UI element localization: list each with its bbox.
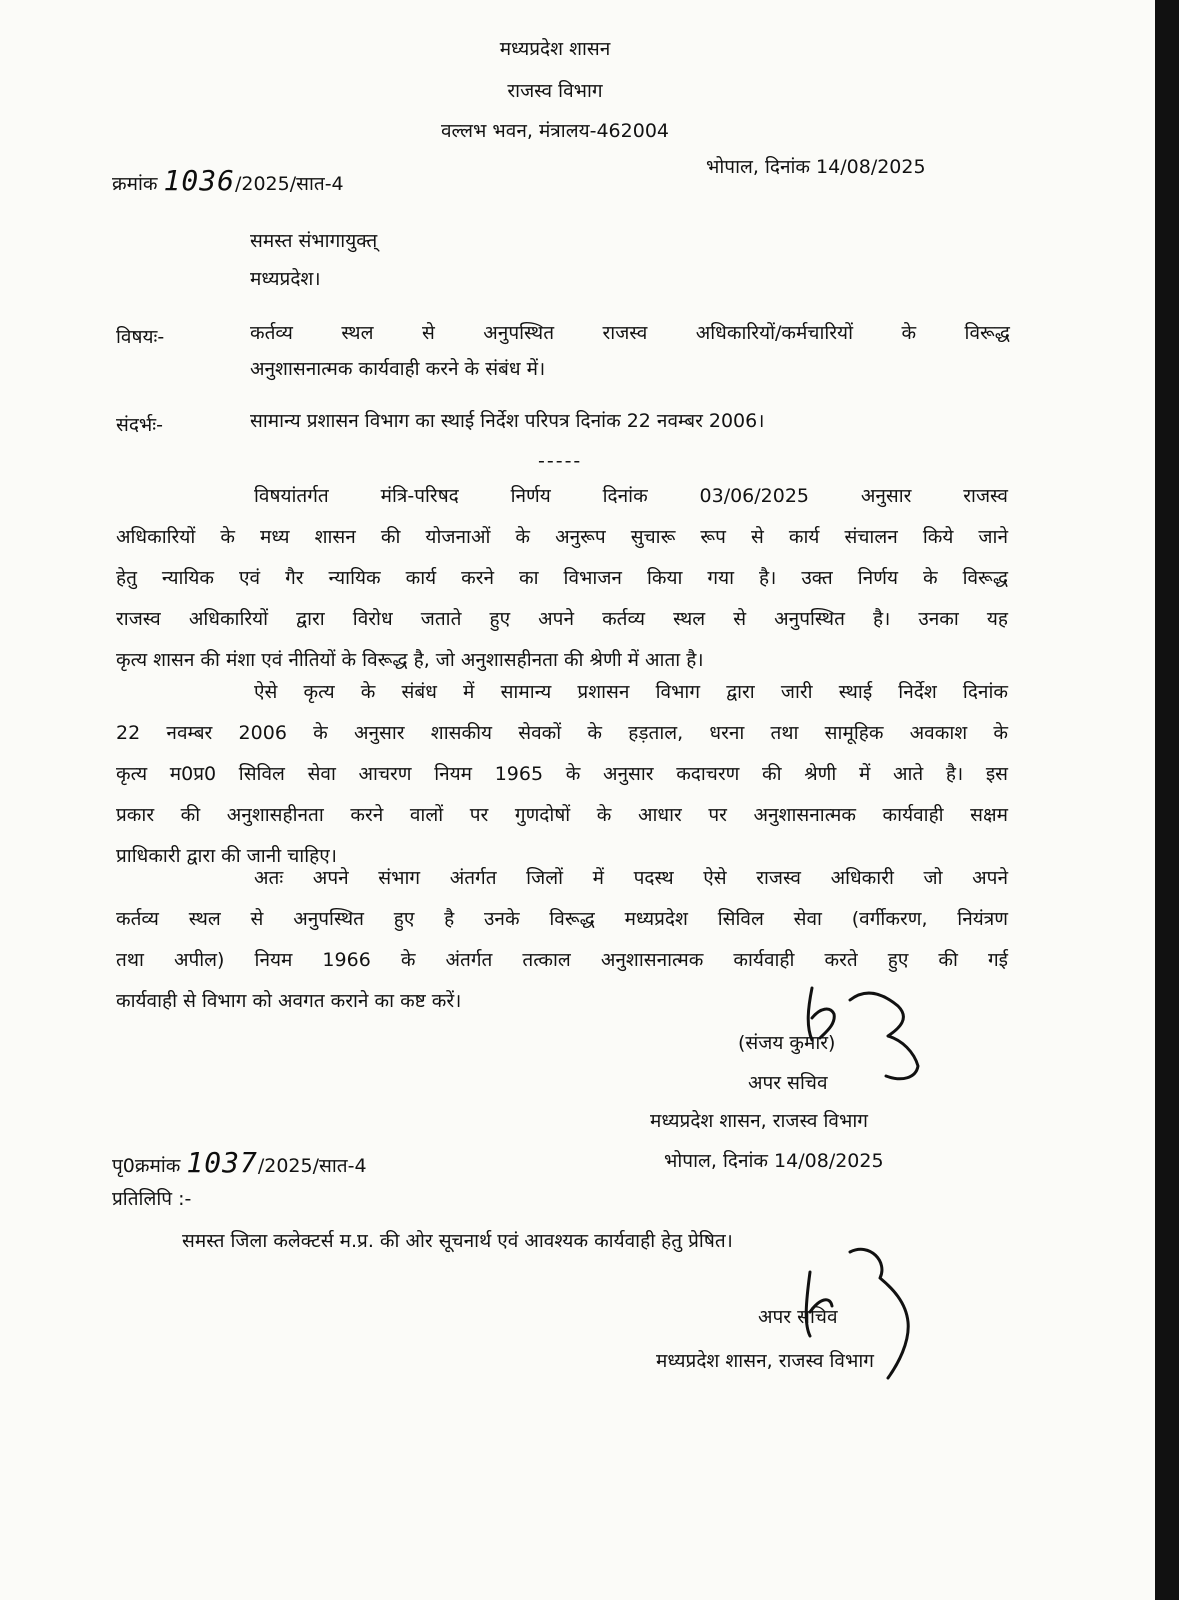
paragraph-2: [116, 672, 1008, 877]
para3-line: तथा अपील) नियम 1966 के अंतर्गत तत्काल अनुशासनात्मक कार्यवाही करते हुए की गई: [116, 949, 1008, 971]
para1-line: अधिकारियों के मध्य शासन की योजनाओं के अनुरूप सुचारू रूप से कार्य संचालन किये जाने: [116, 526, 1008, 548]
copy-label: प्रतिलिपि :-: [112, 1188, 192, 1210]
ref-row: [112, 164, 344, 197]
endorsement-suffix: /2025/सात-4: [257, 1155, 367, 1177]
para3-line: अतः अपने संभाग अंतर्गत जिलों में पदस्थ ऐसे राजस्व अधिकारी जो अपने: [254, 867, 1008, 889]
header-address: वल्लभ भवन, मंत्रालय-462004: [440, 120, 670, 142]
ref-suffix: /2025/सात-4: [234, 173, 344, 195]
ref-handwritten-number: 1036: [163, 164, 235, 197]
copy-text: समस्त जिला कलेक्टर्स म.प्र. की ओर सूचनार्थ एवं आवश्यक कार्यवाही हेतु प्रेषित।: [182, 1230, 733, 1252]
page-edge-shadow: [1155, 0, 1179, 1600]
subject-label: विषयः-: [116, 326, 165, 348]
para1-line: कृत्य शासन की मंशा एवं नीतियों के विरूद्ध है, जो अनुशासहीनता की श्रेणी में आता है।: [116, 649, 704, 671]
ref-label: क्रमांक: [112, 173, 158, 195]
endorsement-place-date: भोपाल, दिनांक 14/08/2025: [664, 1150, 884, 1172]
endorsement-handwritten-number: 1037: [186, 1146, 258, 1179]
reference-label: संदर्भः-: [116, 414, 163, 436]
signatory2-designation: अपर सचिव: [758, 1306, 838, 1328]
header-government: मध्यप्रदेश शासन: [499, 38, 611, 60]
para3-line: कर्तव्य स्थल से अनुपस्थित हुए है उनके विरूद्ध मध्यप्रदेश सिविल सेवा (वर्गीकरण, नियंत्रण: [116, 908, 1008, 930]
divider: -----: [538, 450, 583, 472]
reference-text: सामान्य प्रशासन विभाग का स्थाई निर्देश परिपत्र दिनांक 22 नवम्बर 2006।: [250, 410, 765, 432]
signatory-designation: अपर सचिव: [748, 1072, 828, 1094]
signatory-name: (संजय कुमार): [738, 1032, 836, 1054]
subject-line2: अनुशासनात्मक कार्यवाही करने के संबंध में।: [250, 358, 546, 380]
para2-line: प्रकार की अनुशासहीनता करने वालों पर गुणदोषों के आधार पर अनुशासनात्मक कार्यवाही सक्षम: [116, 804, 1008, 826]
addressee-line2: मध्यप्रदेश।: [250, 268, 321, 290]
endorsement-row: [112, 1146, 367, 1179]
para2-line: ऐसे कृत्य के संबंध में सामान्य प्रशासन विभाग द्वारा जारी स्थाई निर्देश दिनांक: [254, 681, 1008, 703]
signatory2-office: मध्यप्रदेश शासन, राजस्व विभाग: [656, 1350, 874, 1372]
para3-line: कार्यवाही से विभाग को अवगत कराने का कष्ट करें।: [116, 990, 462, 1012]
para1-line: विषयांतर्गत मंत्रि-परिषद निर्णय दिनांक 03/06/2025 अनुसार राजस्व: [254, 485, 1008, 507]
addressee-line1: समस्त संभागायुक्त्: [250, 230, 378, 252]
header-department: राजस्व विभाग: [507, 80, 603, 102]
para2-line: 22 नवम्बर 2006 के अनुसार शासकीय सेवकों के हड़ताल, धरना तथा सामूहिक अवकाश के: [116, 722, 1008, 744]
endorsement-label: पृ0क्रमांक: [112, 1155, 181, 1177]
para1-line: राजस्व अधिकारियों द्वारा विरोध जताते हुए अपने कर्तव्य स्थल से अनुपस्थित है। उनका यह: [116, 608, 1008, 630]
signatory-office: मध्यप्रदेश शासन, राजस्व विभाग: [650, 1110, 868, 1132]
subject-line1: कर्तव्य स्थल से अनुपस्थित राजस्व अधिकारियों/कर्मचारियों के विरूद्ध: [250, 322, 1010, 344]
para2-line: कृत्य म0प्र0 सिविल सेवा आचरण नियम 1965 के अनुसार कदाचरण की श्रेणी में आते है। इस: [116, 763, 1008, 785]
para1-line: हेतु न्यायिक एवं गैर न्यायिक कार्य करने का विभाजन किया गया है। उक्त निर्णय के विरूद्ध: [116, 567, 1008, 589]
paragraph-1: [116, 476, 1008, 681]
ref-place-date: भोपाल, दिनांक 14/08/2025: [706, 156, 926, 178]
para2-line: प्राधिकारी द्वारा की जानी चाहिए।: [116, 845, 337, 867]
